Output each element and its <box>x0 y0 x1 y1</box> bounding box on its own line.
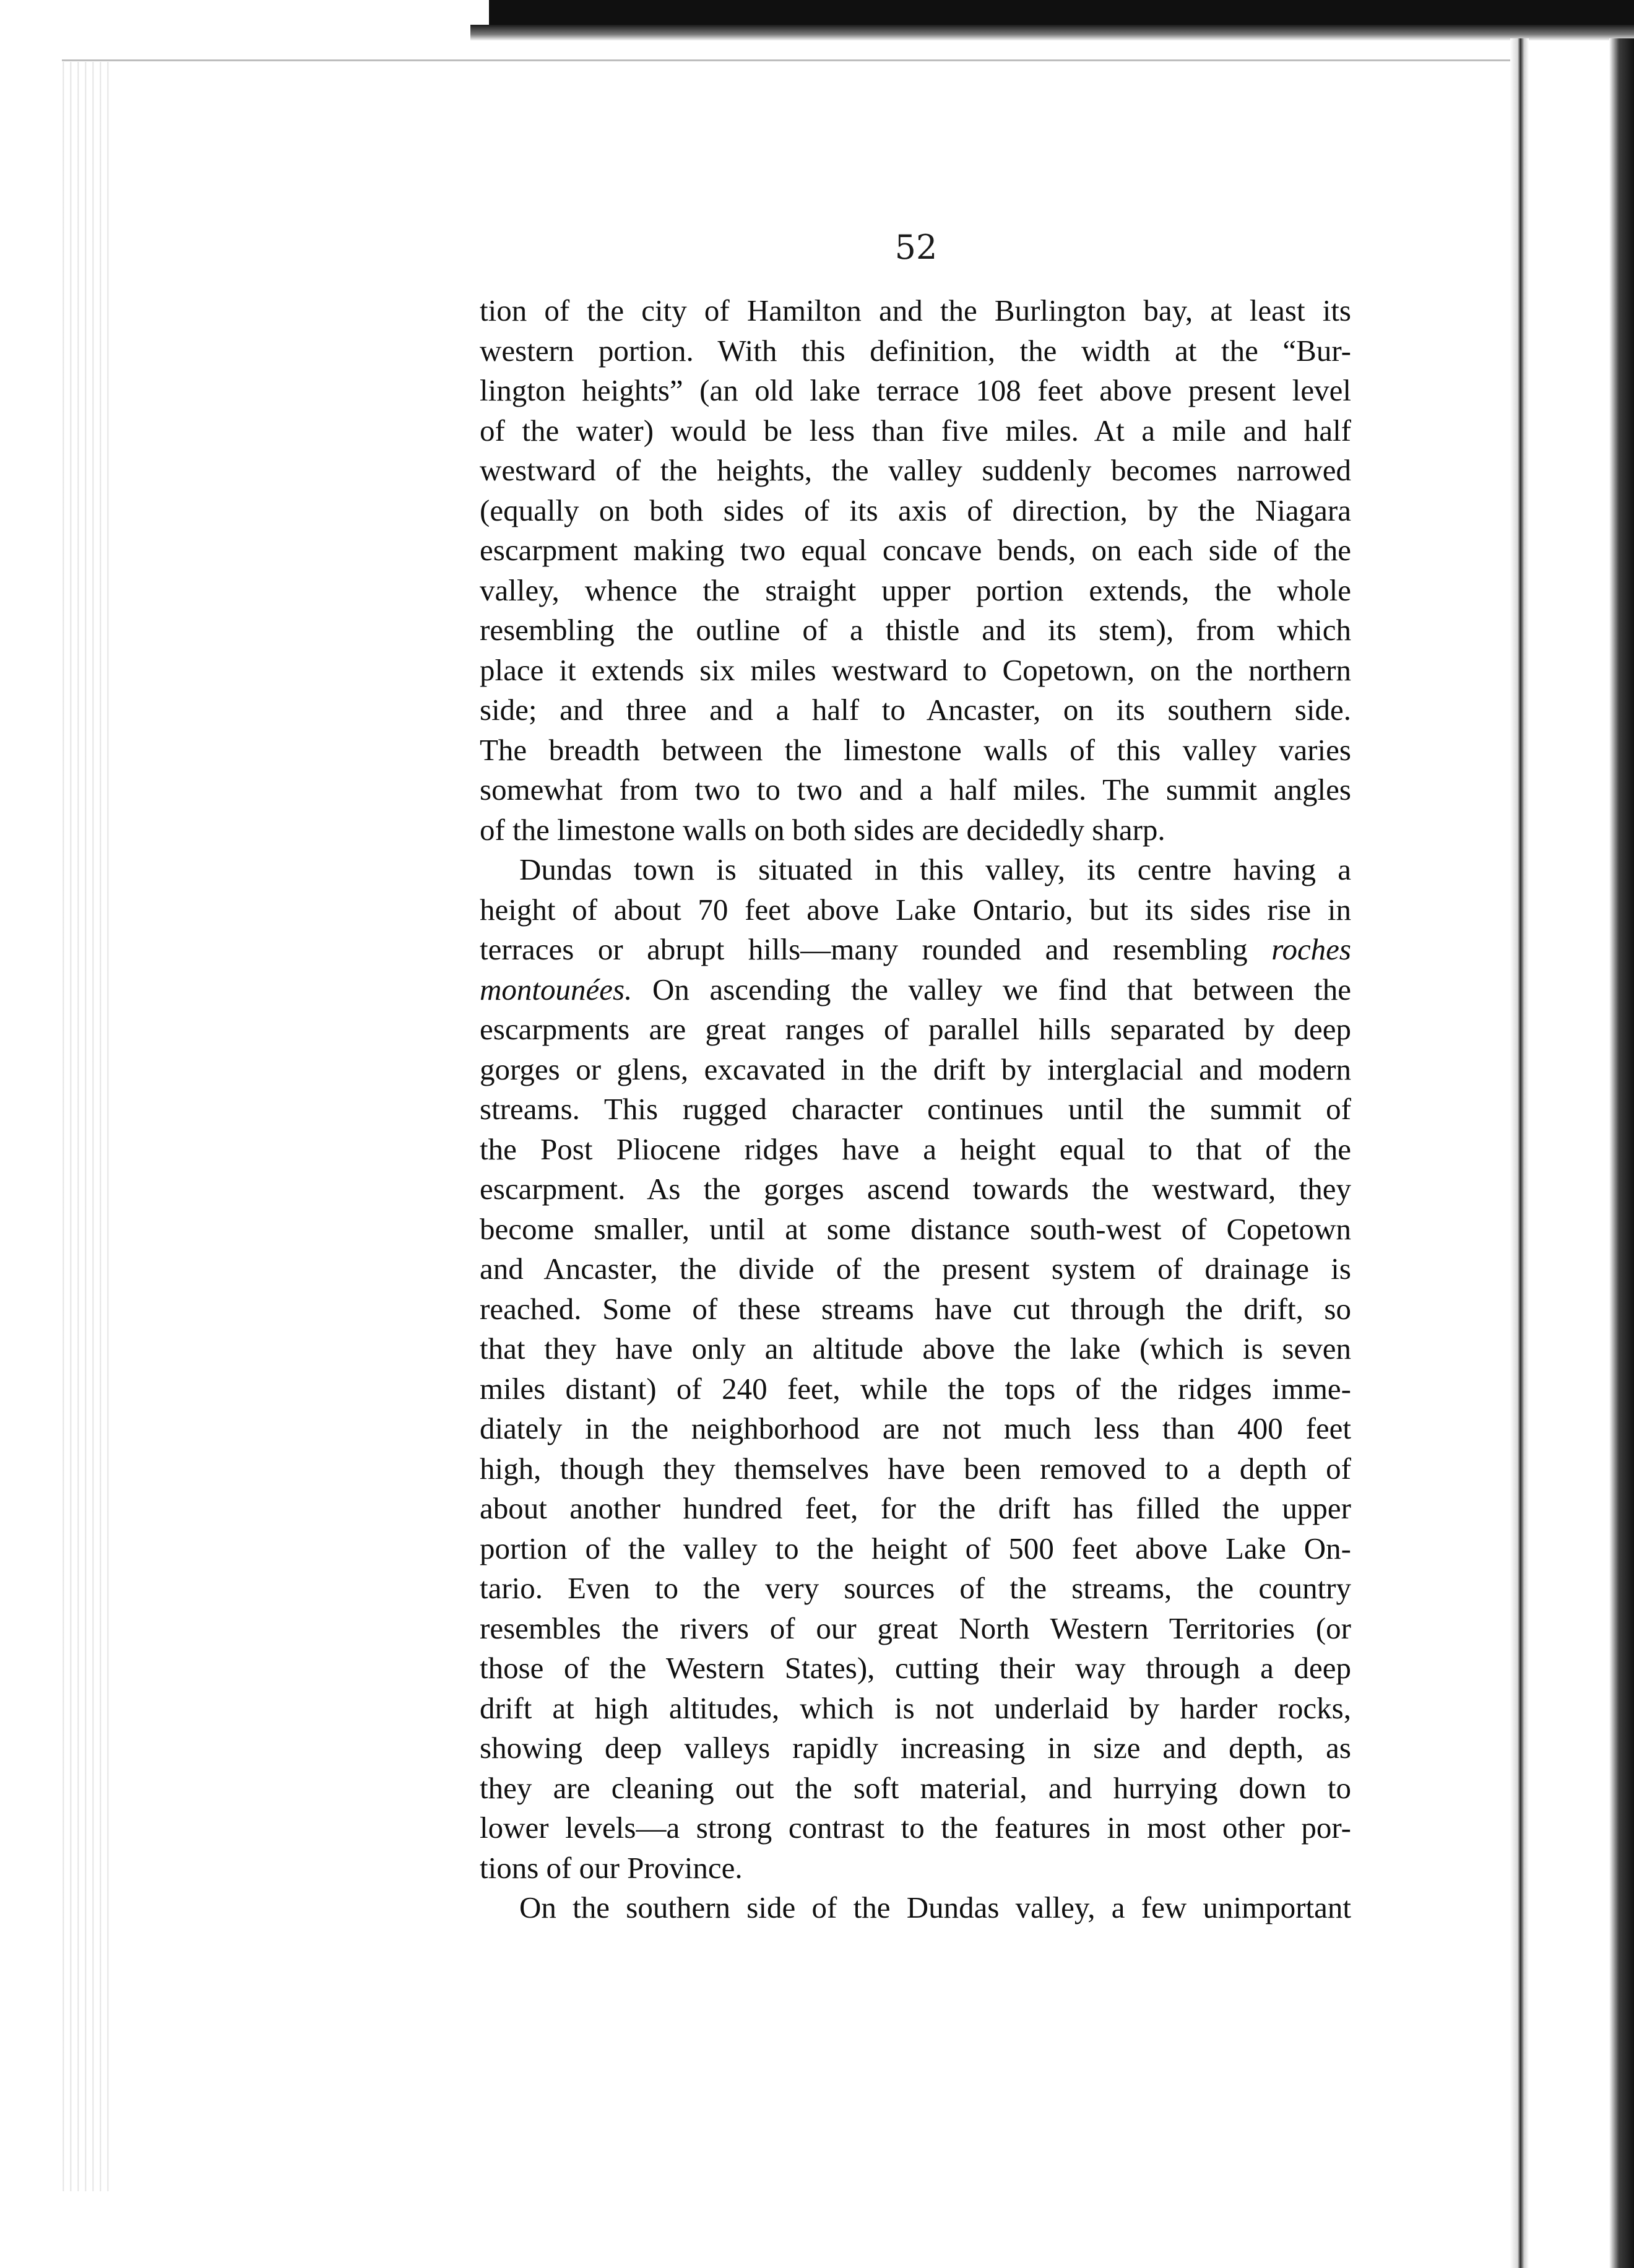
text-line: side; and three and a half to Ancaster, on its southern side. <box>480 693 1351 727</box>
text-line: diately in the neighborhood are not much less than 400 feet <box>480 1411 1351 1445</box>
text-line: become smaller, until at some distance south-west of Copetown <box>480 1211 1351 1246</box>
text-line: of the limestone walls on both sides are decidedly sharp. <box>480 812 1165 847</box>
text-line: reached. Some of these streams have cut through the drift, so <box>480 1291 1351 1326</box>
text-line: tions of our Province. <box>480 1850 743 1885</box>
text-line: they are cleaning out the soft material, and hurrying down to <box>480 1770 1351 1805</box>
text-line: escarpments are great ranges of parallel hills separated by deep <box>480 1012 1351 1046</box>
text-line: streams. This rugged character continues until the summit of <box>480 1092 1351 1126</box>
text-fragment: On ascending the valley we find that between the <box>652 972 1351 1006</box>
text-line: westward of the heights, the valley suddenly becomes narrowed <box>480 453 1351 487</box>
text-line: lower levels—a strong contrast to the features in most other por- <box>480 1811 1351 1845</box>
body-text <box>480 291 1351 1928</box>
italic-term: roches <box>1271 932 1351 966</box>
text-line: high, though they themselves have been removed to a depth of <box>480 1451 1351 1486</box>
text-line: those of the Western States), cutting their way through a deep <box>480 1651 1351 1685</box>
text-line: tario. Even to the very sources of the streams, the country <box>480 1571 1351 1605</box>
text-line-with-italic <box>480 970 1351 1010</box>
text-line: the Post Pliocene ridges have a height equal to that of the <box>480 1132 1351 1166</box>
italic-term: montounées. <box>480 972 633 1006</box>
scan-border-top-fade <box>470 25 1634 41</box>
text-line: height of about 70 feet above Lake Ontario, but its sides rise in <box>480 892 1351 927</box>
text-line: drift at high altitudes, which is not underlaid by harder rocks, <box>480 1690 1351 1725</box>
page-stack-left-edge <box>57 62 113 2191</box>
text-line: western portion. With this definition, the width at the “Bur- <box>480 333 1351 368</box>
text-line: portion of the valley to the height of 500 feet above Lake On- <box>480 1531 1351 1565</box>
text-fragment: terraces or abrupt hills—many rounded and resembling <box>480 932 1248 966</box>
text-line: gorges or glens, excavated in the drift by interglacial and modern <box>480 1052 1351 1086</box>
text-line: about another hundred feet, for the drift has filled the upper <box>480 1491 1351 1525</box>
scan-border-right <box>1609 38 1634 2268</box>
text-line: The breadth between the limestone walls of this valley varies <box>480 732 1351 767</box>
text-line: lington heights” (an old lake terrace 108 feet above present level <box>480 373 1351 407</box>
text-line: resembling the outline of a thistle and its stem), from which <box>480 613 1351 647</box>
text-line-with-italic <box>480 930 1351 970</box>
page-gutter-right <box>1510 38 1529 2268</box>
page-top-edge <box>62 59 1510 61</box>
text-line: escarpment. As the gorges ascend towards the westward, they <box>480 1172 1351 1206</box>
text-line: of the water) would be less than five miles. At a mile and half <box>480 413 1351 448</box>
text-line: showing deep valleys rapidly increasing in size and depth, as <box>480 1731 1351 1765</box>
text-line: and Ancaster, the divide of the present system of drainage is <box>480 1252 1351 1286</box>
text-line: escarpment making two equal concave bends, on each side of the <box>480 533 1351 567</box>
text-line: resembles the rivers of our great North Western Territories (or <box>480 1611 1351 1645</box>
text-line: valley, whence the straight upper portion extends, the whole <box>480 573 1351 607</box>
text-line: somewhat from two to two and a half miles. The summit angles <box>480 773 1351 807</box>
text-line: place it extends six miles westward to Copetown, on the northern <box>480 652 1351 687</box>
text-line: miles distant) of 240 feet, while the tops of the ridges imme- <box>480 1371 1351 1406</box>
page-number: 52 <box>894 228 938 267</box>
text-line: On the southern side of the Dundas valley, a few unimportant <box>519 1890 1351 1924</box>
text-line: tion of the city of Hamilton and the Burlington bay, at least its <box>480 293 1351 327</box>
text-line: that they have only an altitude above the lake (which is seven <box>480 1331 1351 1366</box>
text-line: Dundas town is situated in this valley, its centre having a <box>519 852 1351 886</box>
text-line: (equally on both sides of its axis of direction, by the Niagara <box>480 493 1351 527</box>
